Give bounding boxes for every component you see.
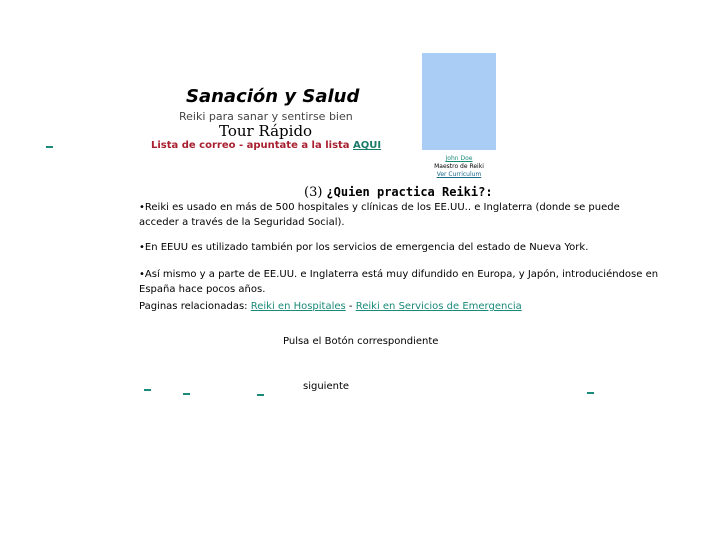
related-link-emergency[interactable]: Reiki en Servicios de Emergencia (355, 301, 522, 312)
page-title: Sanación y Salud (186, 86, 360, 107)
profile-caption (429, 155, 489, 178)
next-button[interactable]: siguiente (303, 381, 350, 392)
paragraph-hospitals: •Reiki es usado en más de 500 hospitales y clínicas de los EE.UU.. e Inglaterra (donde se puede acceder a través de la Seguridad Social). (139, 202, 620, 228)
related-separator: - (345, 301, 356, 312)
related-pages (139, 299, 659, 314)
profile-image (422, 53, 496, 150)
section-question: ¿Quien practica Reiki?: (326, 185, 493, 199)
mailing-list-text: Lista de correo - apuntate a la lista (151, 140, 354, 151)
paragraph-emergency: •En EEUU es utilizado también por los servicios de emergencia del estado de Nueva York. (139, 242, 589, 253)
paragraph-europe: •Así mismo y a parte de EE.UU. e Inglaterra está muy difundido en Europa, y Japón, introduciéndose en España hace pocos años. (139, 269, 659, 295)
page-subtitle: Reiki para sanar y sentirse bien (179, 110, 353, 123)
left-nav-link[interactable] (46, 146, 53, 148)
mailing-list-line (151, 140, 381, 151)
nav-instruction: Pulsa el Botón correspondiente (283, 336, 439, 347)
related-link-hospitals[interactable]: Reiki en Hospitales (250, 301, 346, 312)
mailing-list-link[interactable]: AQUI (353, 140, 382, 151)
tour-heading: Tour Rápido (219, 122, 313, 140)
profile-cv-link[interactable]: Ver Curriculum (436, 171, 482, 178)
profile-role: Maestro de Reiki (434, 163, 484, 170)
section-number: (3) (304, 185, 323, 200)
nav-button-3[interactable] (257, 394, 264, 396)
nav-button-2[interactable] (183, 393, 190, 395)
profile-name-link[interactable]: John Doe (445, 155, 473, 162)
nav-button-1[interactable] (144, 389, 151, 391)
nav-button-end[interactable] (587, 392, 594, 394)
section-heading (304, 184, 493, 200)
related-label: Paginas relacionadas: (139, 301, 251, 312)
